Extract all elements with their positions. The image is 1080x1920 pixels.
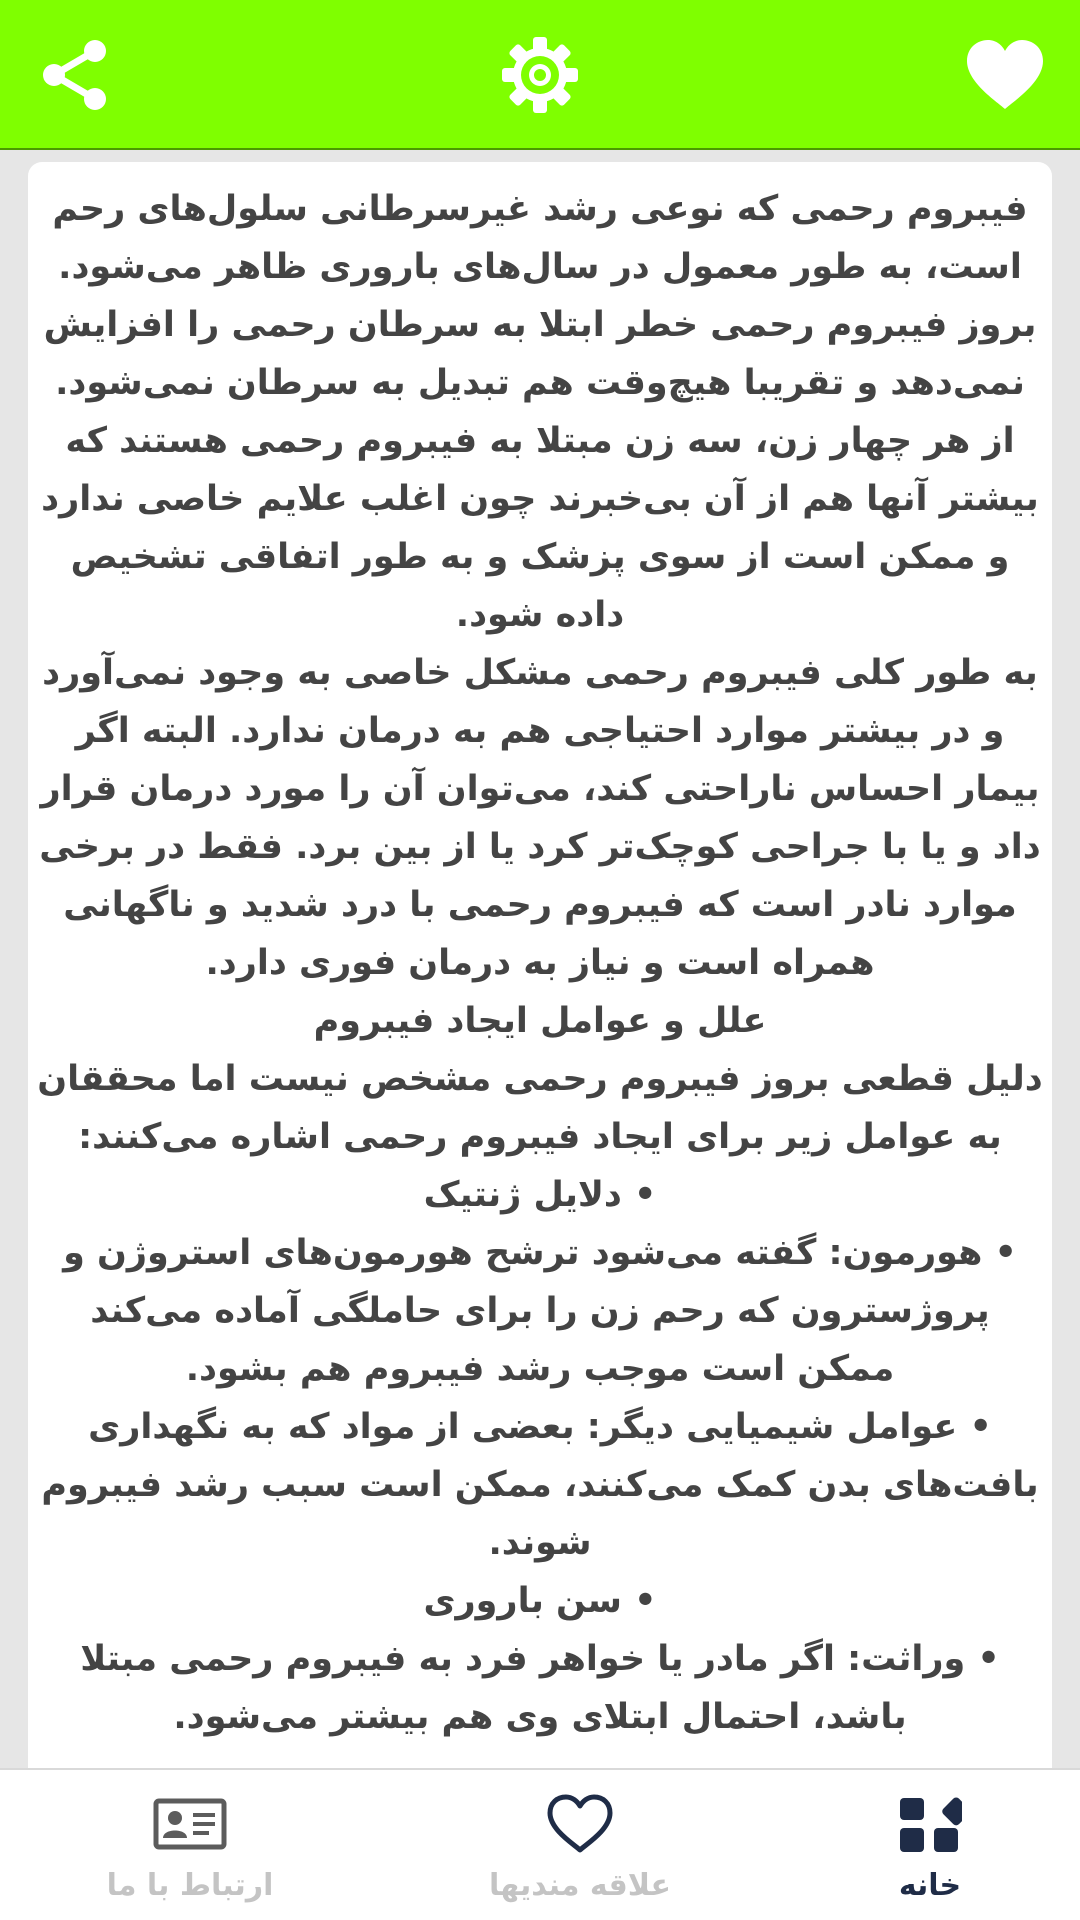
article-heading: علل و عوامل ایجاد فیبروم	[313, 1001, 767, 1041]
bullet-item: • عوامل شیمیایی دیگر: بعضی از مواد که به نگهداری بافت‌های بدن کمک می‌کنند، ممکن است سبب رشد فیبروم شوند.	[41, 1407, 1039, 1563]
article-paragraph: به طور کلی فیبروم رحمی مشکل خاصی به وجود نمی‌آورد و در بیشتر موارد احتیاجی هم به درمان ندارد. البته اگر بیمار احساس ناراحتی کند، می‌توان آن را مورد درمان قرار داد و یا با جراحی کوچک‌تر کرد یا از بین برد. فقط در برخی موارد نادر است که فیبروم رحمی با درد شدید و ناگهانی همراه است و نیاز به درمان فوری دارد.	[39, 653, 1041, 983]
share-icon	[37, 37, 113, 113]
nav-favorites-label: علاقه مندیها	[488, 1868, 672, 1903]
article-card	[28, 162, 1052, 1772]
nav-contact-us[interactable]	[10, 1770, 370, 1920]
nav-home-label: خانه	[898, 1868, 962, 1903]
nav-home-icon-wrap	[898, 1792, 962, 1856]
settings-button[interactable]	[465, 0, 615, 150]
contact-card-icon	[153, 1798, 227, 1850]
gear-icon	[499, 34, 581, 116]
nav-contact-label: ارتباط با ما	[106, 1868, 274, 1903]
article-text	[28, 162, 1052, 1746]
article-paragraph: فیبروم رحمی که نوعی رشد غیرسرطانی سلول‌های رحم است، به طور معمول در سال‌های باروری ظاهر می‌شود. بروز فیبروم رحمی خطر ابتلا به سرطان رحمی را افزایش نمی‌دهد و تقریبا هیچ‌وقت هم تبدیل به سرطان نمی‌شود. از هر چهار زن، سه زن مبتلا به فیبروم رحمی هستند که بیشتر آنها هم از آن بی‌خبرند چون اغلب علایم خاصی ندارد و ممکن است از سوی پزشک و به طور اتفاقی تشخیص داده شود.	[41, 189, 1039, 635]
bottom-navigation	[0, 1768, 1080, 1920]
nav-contact-icon-wrap	[153, 1792, 227, 1856]
heart-icon	[965, 39, 1045, 111]
nav-favorites-icon-wrap	[546, 1792, 614, 1856]
share-button[interactable]	[0, 0, 150, 150]
favorite-button[interactable]	[930, 0, 1080, 150]
article-paragraph: دلیل قطعی بروز فیبروم رحمی مشخص نیست اما محققان به عوامل زیر برای ایجاد فیبروم رحمی اشاره می‌کنند:	[37, 1059, 1043, 1157]
bullet-item: • وراثت: اگر مادر یا خواهر فرد به فیبروم رحمی مبتلا باشد، احتمال ابتلای وی هم بیشتر می‌شود.	[80, 1639, 1000, 1737]
bullet-item: • سن باروری	[423, 1581, 657, 1621]
bullet-item: • هورمون: گفته می‌شود ترشح هورمون‌های استروژن و پروژسترون که رحم زن را برای حاملگی آماده می‌کند ممکن است موجب رشد فیبروم هم بشود.	[63, 1233, 1017, 1389]
grid-shapes-icon	[898, 1792, 962, 1856]
heart-outline-icon	[546, 1794, 614, 1854]
top-toolbar	[0, 0, 1080, 150]
nav-home[interactable]	[750, 1770, 1080, 1920]
nav-favorites[interactable]	[400, 1770, 760, 1920]
bullet-item: • دلایل ژنتیک	[423, 1175, 657, 1215]
